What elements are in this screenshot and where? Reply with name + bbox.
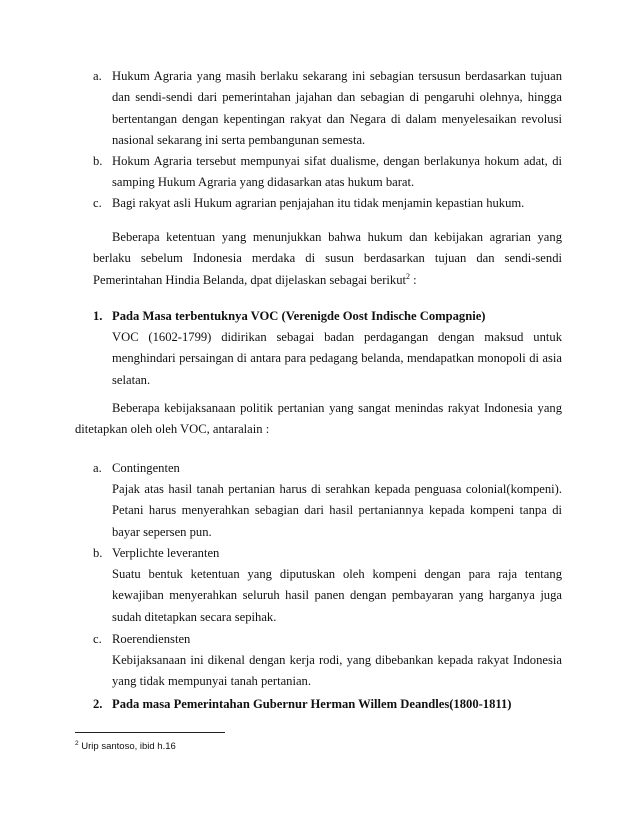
text-line: nasional sekarang ini serta pembangunan semesta. bbox=[112, 132, 366, 147]
list-item-title: Roerendiensten bbox=[112, 632, 191, 646]
text-line: Suatu bentuk ketentuan yang diputuskan oleh kompeni dengan para raja tentang bbox=[112, 567, 562, 581]
footnote-text: Urip santoso, ibid h.16 bbox=[81, 741, 176, 752]
list-item-label: c. bbox=[93, 196, 102, 210]
text-line: berlaku sebelum Indonesia merdaka di susun berdasarkan tujuan dan sendi-sendi bbox=[93, 251, 562, 266]
paragraph bbox=[93, 227, 562, 291]
text-line: Hokum Agraria tersebut mempunyai sifat dualisme, dengan berlakunya hokum adat, di bbox=[112, 154, 562, 168]
text-line: Beberapa kebijaksanaan politik pertanian yang sangat menindas rakyat Indonesia yang bbox=[112, 401, 562, 415]
list-item-label: c. bbox=[93, 632, 102, 646]
text-line: Petani harus menyerahkan sebagian dari hasil pertaniannya kepada kompeni tanpa di bbox=[112, 503, 562, 518]
text-line: Kebijaksanaan ini dikenal dengan kerja rodi, yang dibebankan kepada rakyat Indonesia bbox=[112, 653, 562, 667]
text-line: VOC (1602-1799) didirikan sebagai badan perdagangan dengan maksud untuk bbox=[112, 330, 562, 344]
text-line: bertentangan dengan kepentingan rakyat dan Negara di dalam menyelesaikan revolusi bbox=[112, 111, 562, 126]
section-number: 1. bbox=[93, 309, 103, 323]
list-item-label: b. bbox=[93, 546, 103, 560]
text-line: ditetapkan oleh oleh VOC, antaralain : bbox=[75, 422, 270, 437]
list-item-label: a. bbox=[93, 461, 102, 475]
footnote bbox=[75, 741, 176, 753]
footnote-reference: 2 bbox=[406, 271, 410, 281]
list-item-text bbox=[112, 151, 562, 194]
section-number: 2. bbox=[93, 697, 103, 711]
list-item-text bbox=[112, 66, 562, 151]
text-line: samping Hukum Agraria yang didasarkan atas hukum barat. bbox=[112, 175, 415, 190]
footnote-marker: 2 bbox=[75, 739, 79, 747]
list-item-title: Contingenten bbox=[112, 461, 180, 475]
text-line bbox=[93, 270, 562, 291]
text-fragment: : bbox=[410, 272, 417, 287]
text-line: dan sendi-sendi dari pemerintahan jajahan dan sebagian di pengaruhi olehnya, hingga bbox=[112, 90, 562, 105]
text-line: Hukum Agraria yang masih berlaku sekarang ini sebagian tersusun berdasarkan tujuan bbox=[112, 69, 562, 83]
list-item-label: a. bbox=[93, 69, 102, 83]
text-line: menghindari persaingan di antara para pedagang belanda, mendapatkan monopoli di asia bbox=[112, 351, 562, 366]
section-heading: Pada Masa terbentuknya VOC (Verenigde Oost Indische Compagnie) bbox=[112, 309, 486, 323]
list-item-text bbox=[112, 479, 562, 543]
section-heading: Pada masa Pemerintahan Gubernur Herman Willem Deandles(1800-1811) bbox=[112, 697, 512, 711]
list-item-title: Verplichte leveranten bbox=[112, 546, 220, 560]
list-item-text bbox=[112, 564, 562, 628]
text-line: kewajiban menyerahkan seluruh hasil panen dengan pembayaran yang harganya juga bbox=[112, 588, 562, 603]
paragraph bbox=[75, 398, 562, 441]
text-fragment: Pemerintahan Hindia Belanda, dpat dijelaskan sebagai berikut bbox=[93, 272, 406, 287]
text-line: selatan. bbox=[112, 372, 151, 387]
text-line: Pajak atas hasil tanah pertanian harus di serahkan kepada penguasa colonial(kompeni). bbox=[112, 482, 562, 496]
list-item-text bbox=[112, 193, 562, 214]
text-line: Bagi rakyat asli Hukum agrarian penjajahan itu tidak menjamin kepastian hukum. bbox=[112, 196, 525, 210]
text-line: bayar sepersen pun. bbox=[112, 524, 212, 539]
text-line: Beberapa ketentuan yang menunjukkan bahwa hukum dan kebijakan agrarian yang bbox=[112, 230, 562, 244]
text-line: yang tidak mempunyai tanah pertanian. bbox=[112, 674, 311, 689]
text-line: sudah ditetapkan secara sepihak. bbox=[112, 609, 277, 624]
section-body bbox=[112, 327, 562, 391]
list-item-text bbox=[112, 650, 562, 693]
footnote-separator bbox=[75, 732, 225, 733]
list-item-label: b. bbox=[93, 154, 103, 168]
